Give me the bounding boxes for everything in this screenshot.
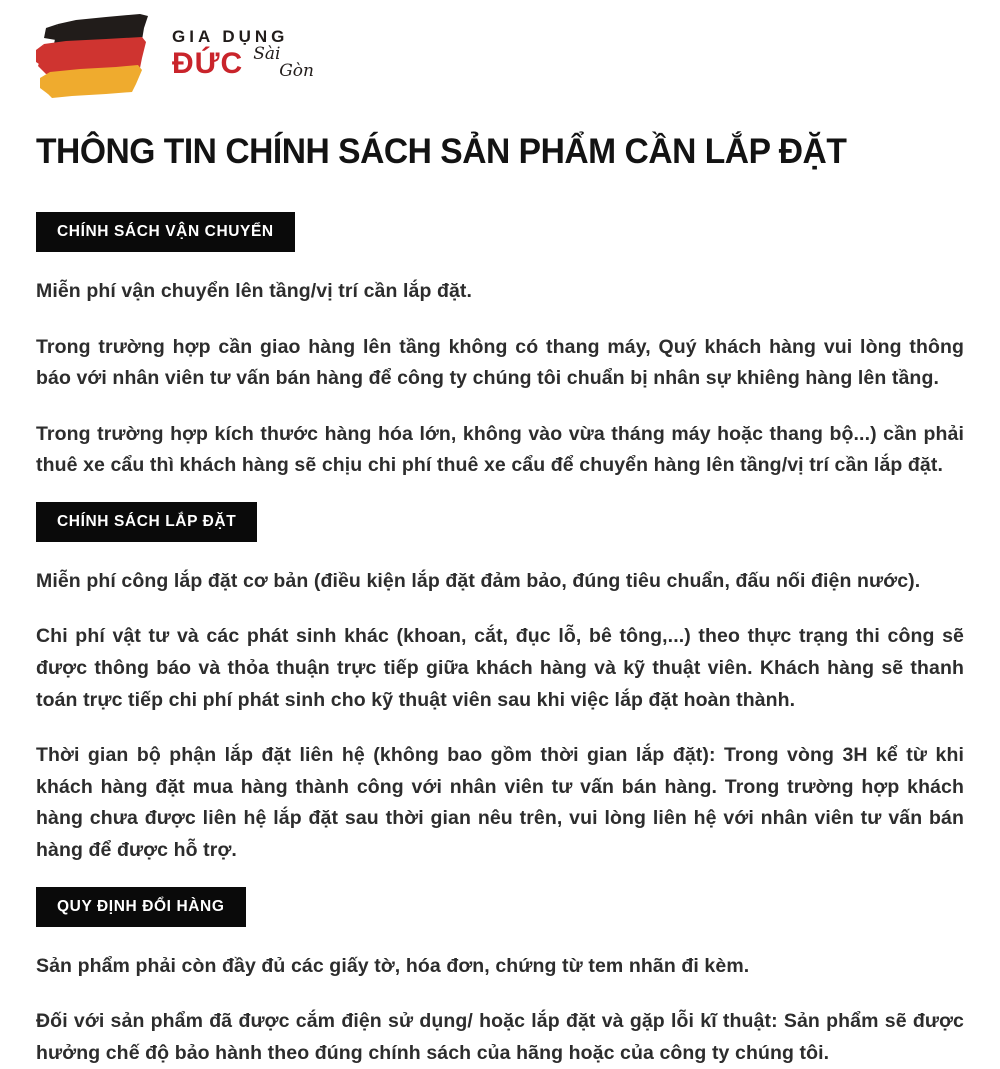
section-installation-policy: [36, 488, 964, 867]
policy-paragraph: Miễn phí công lắp đặt cơ bản (điều kiện lắp đặt đảm bảo, đúng tiêu chuẩn, đấu nối điện nước).: [36, 569, 921, 592]
policy-paragraph: Chi phí vật tư và các phát sinh khác (khoan, cắt, đục lỗ, bê tông,...) theo thực trạng thi công sẽ được thông báo và thỏa thuận trực tiếp giữa khách hàng và kỹ thuật viên. Khách hàng sẽ thanh toán trực tiếp chi phí phát sinh cho kỹ thuật viên sau khi việc lắp đặt hoàn thành.: [36, 625, 964, 711]
brand-logo: [36, 14, 964, 106]
brand-name-saigon: [247, 44, 327, 94]
policy-paragraph: Đối với sản phẩm đã được cắm điện sử dụng/ hoặc lắp đặt và gặp lỗi kĩ thuật: Sản phẩm sẽ được hưởng chế độ bảo hành theo đúng chính sách của hãng hoặc của công ty chúng tôi.: [36, 1010, 964, 1064]
section-heading-return: QUY ĐỊNH ĐỔI HÀNG: [36, 887, 246, 927]
brand-script-sai: Sài: [253, 44, 281, 64]
policy-paragraph: Miễn phí vận chuyển lên tầng/vị trí cần lắp đặt.: [36, 280, 473, 302]
section-shipping-policy: [36, 172, 964, 482]
brand-name-duc: ĐỨC: [172, 47, 244, 80]
section-heading-installation: CHÍNH SÁCH LẮP ĐẶT: [36, 502, 257, 542]
brand-name-giadung: GIA DỤNG: [172, 27, 289, 46]
brand-script-gon: Gòn: [279, 61, 314, 81]
page-title: THÔNG TIN CHÍNH SÁCH SẢN PHẨM CẦN LẮP ĐẶT: [36, 132, 847, 171]
section-heading-shipping: CHÍNH SÁCH VẬN CHUYỂN: [36, 212, 295, 252]
policy-paragraph: Trong trường hợp kích thước hàng hóa lớn, không vào vừa tháng máy hoặc thang bộ...) cần phải thuê xe cẩu thì khách hàng sẽ chịu chi phí thuê xe cẩu để chuyển hàng lên tầng/vị trí cần lắp đặt.: [36, 422, 964, 477]
policy-paragraph: Thời gian bộ phận lắp đặt liên hệ (không bao gồm thời gian lắp đặt): Trong vòng 3H kể từ khi khách hàng đặt mua hàng thành công với nhân viên tư vấn bán hàng. Trong trường hợp khách hàng chưa được liên hệ lắp đặt sau thời gian nêu trên, vui lòng liên hệ với nhân viên tư vấn bán hàng để được hỗ trợ.: [36, 744, 964, 861]
section-return-rules: [36, 873, 964, 1069]
policy-paragraph: Sản phẩm phải còn đầy đủ các giấy tờ, hóa đơn, chứng từ tem nhãn đi kèm.: [36, 954, 750, 977]
policy-paragraph: Trong trường hợp cần giao hàng lên tầng không có thang máy, Quý khách hàng vui lòng thông báo với nhân viên tư vấn bán hàng để công ty chúng tôi chuẩn bị nhân sự khiêng hàng lên tầng.: [36, 335, 964, 390]
german-flag-brush-icon: [36, 14, 158, 100]
brand-wordmark: [172, 14, 327, 94]
